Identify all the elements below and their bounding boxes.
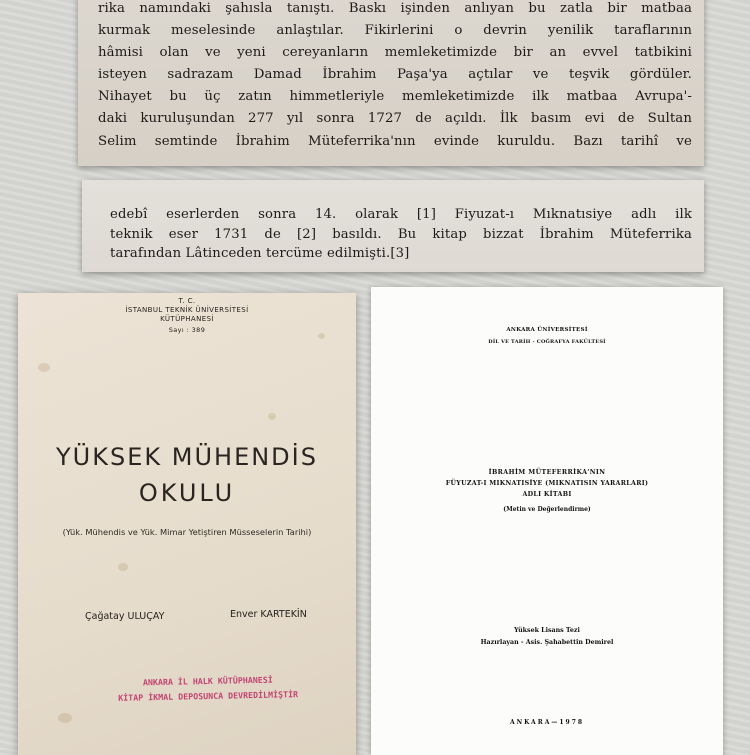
book-excerpt-middle (82, 180, 704, 272)
thesis-title-line: FÜYUZAT-I MIKNATISİYE (MIKNATISIN YARARLARI) (445, 480, 649, 487)
book-title-line2: OKULU (138, 479, 236, 507)
excerpt-line: kurmak meselesinde anlaştılar. Fikirlerini o devrin yenilik taraflarının (98, 23, 692, 39)
thesis-title-note: (Metin ve Değerlendirme) (503, 506, 591, 513)
excerpt-line: isteyen sadrazam Damad İbrahim Paşa'ya açtılar ve teşvik gördüler. (98, 67, 692, 83)
author-name: Enver KARTEKİN (230, 609, 307, 620)
excerpt-line: hâmisi olan ve yeni cereyanların memleketimizde bir an evvel tatbikini (98, 45, 692, 61)
excerpt-line: daki kuruluşundan 277 yıl sonra 1727 de açıldı. İlk basım evi de Sultan (98, 111, 692, 127)
book-excerpt-top (78, 0, 704, 166)
library-label: KÜTÜPHANESİ (160, 315, 214, 323)
thesis-title-line: İBRAHİM MÜTEFERRİKA'NIN (488, 469, 606, 476)
excerpt-line: Nihayet bu üç zatın himmetleriyle memleketimizde ilk matbaa Avrupa'- (98, 89, 692, 105)
stain-spot (268, 413, 276, 420)
book-subtitle: (Yük. Mühendis ve Yük. Mimar Yetiştiren Müsseselerin Tarihi) (62, 527, 312, 537)
thesis-degree: Yüksek Lisans Tezi (514, 627, 580, 634)
excerpt-line: teknik eser 1731 de [2] basıldı. Bu kitap bizzat İbrahim Müteferrika (110, 226, 692, 242)
stain-spot (38, 363, 50, 372)
book-title-line1: YÜKSEK MÜHENDİS (56, 443, 318, 471)
thesis-title-line: ADLI KİTABI (522, 491, 572, 498)
excerpt-line: tarafından Lâtinceden tercüme edilmişti.[3] (110, 246, 410, 261)
library-stamp (108, 672, 309, 706)
excerpt-line: edebî eserlerden sonra 14. olarak [1] Fiyuzat-ı Mıknatısiye adlı ilk (110, 207, 692, 222)
stain-spot (118, 563, 128, 571)
thesis-place-date: ANKARA—1978 (509, 719, 585, 726)
excerpt-line: Selim semtinde İbrahim Müteferrika'nın evinde kuruldu. Bazı tarihî ve (98, 133, 692, 149)
author-name: Çağatay ULUÇAY (85, 611, 165, 622)
stamp-line: ANKARA İL HALK KÜTÜPHANESİ (142, 674, 273, 688)
stain-spot (58, 713, 72, 723)
library-country: T. C. (178, 297, 196, 305)
faculty-name: DİL VE TARİH - COĞRAFYA FAKÜLTESİ (488, 339, 606, 345)
university-name: ANKARA ÜNİVERSİTESİ (506, 327, 588, 333)
thesis-title-page (371, 287, 723, 755)
library-number: Sayı : 389 (168, 326, 206, 334)
book-cover (18, 293, 356, 755)
thesis-author: Hazırlayan - Asis. Şahabettin Demirel (480, 639, 614, 646)
library-name: İSTANBUL TEKNİK ÜNİVERSİTESİ (125, 306, 249, 314)
excerpt-line: rika namındaki şahısla tanıştı. Baskı işinden anlıyan bu zatla bir matbaa (98, 1, 692, 16)
stamp-line: KİTAP İKMAL DEPOSUNCA DEVREDİLMİŞTİR (118, 689, 299, 703)
